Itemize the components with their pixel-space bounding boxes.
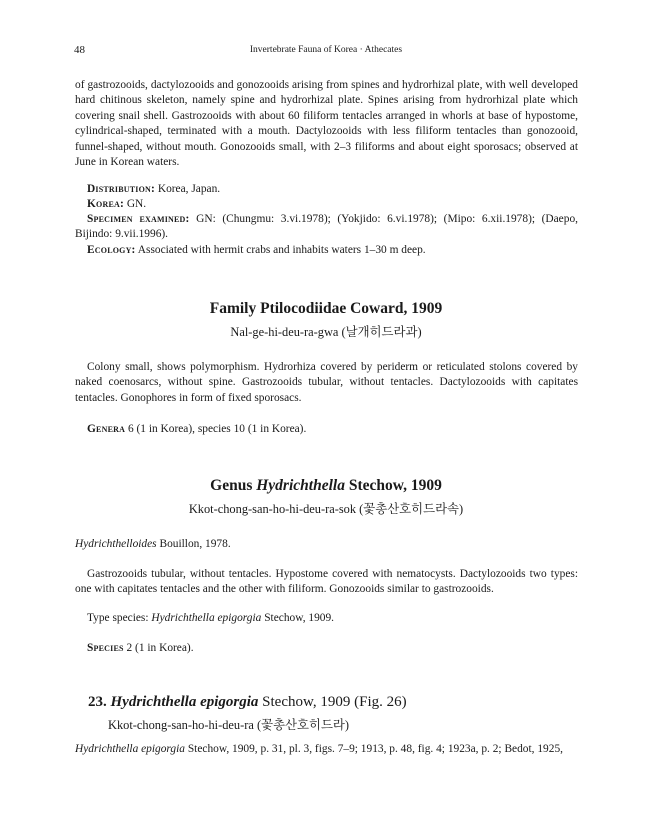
species-count-line: [87, 641, 578, 656]
ecology-line: [87, 243, 578, 258]
species-count-label: Species: [87, 642, 124, 654]
family-romanized: Nal-ge-hi-deu-ra-gwa (날개히드라과): [230, 325, 422, 339]
type-label: Type species:: [87, 612, 152, 624]
genus-synonym: [75, 537, 578, 552]
korea-text: GN.: [126, 198, 147, 210]
species-name: Hydrichthella epigorgia: [110, 694, 259, 710]
specimen-line: [75, 212, 578, 243]
family-description: Colony small, shows polymorphism. Hydrorhiza covered by periderm or reticulated stolons covered by naked coenosarcs, without spine. Gastrozooids tubular, without tentacles. Dactylozooids with capitates tentacles. Gonophores in form of fixed sporosacs.: [75, 361, 578, 404]
korea-line: [87, 197, 578, 212]
specimen-text: GN: (Chungmu: 3.vi.1978); (Yokjido: 6.vi.1978); (Mipo: 6.xii.1978); (Daepo, Bijindo: 9.vii.1996).: [75, 213, 578, 241]
species-author: Stechow, 1909 (Fig. 26): [258, 694, 407, 710]
genus-title-suffix: Stechow, 1909: [344, 477, 442, 494]
genus-title-name: Hydrichthella: [256, 477, 345, 494]
distribution-label: Distribution:: [87, 183, 155, 195]
type-species-line: [87, 611, 578, 626]
ecology-text: Associated with hermit crabs and inhabits waters 1–30 m deep.: [137, 244, 426, 256]
page-number: 48: [74, 44, 85, 56]
species-citation: [75, 742, 578, 757]
genus-title: [0, 477, 652, 495]
species-romanized: Kkot-chong-san-ho-hi-deu-ra (꽃총산호히드라): [108, 718, 350, 732]
species-count-text: 2 (1 in Korea).: [126, 642, 194, 654]
genus-romanized: Kkot-chong-san-ho-hi-deu-ra-sok (꽃총산호히드라속): [188, 502, 464, 516]
genera-text: 6 (1 in Korea), species 10 (1 in Korea).: [127, 423, 307, 435]
genus-description: Gastrozooids tubular, without tentacles. Hypostome covered with nematocysts. Dactylozooids two types: one with capitates tentacles and the other with filiform. Gonozooids similar to gastrozooids.: [75, 568, 578, 596]
ecology-label: Ecology:: [87, 244, 136, 256]
running-head: [74, 44, 578, 58]
species-number: 23.: [88, 694, 107, 710]
citation-name: Hydrichthella epigorgia: [75, 743, 185, 755]
genera-label: Genera: [87, 423, 126, 435]
distribution-line: [87, 182, 578, 197]
family-title: Family Ptilocodiidae Coward, 1909: [209, 300, 443, 317]
type-author: Stechow, 1909.: [261, 612, 335, 624]
synonym-author: Bouillon, 1978.: [156, 538, 231, 550]
type-name: Hydrichthella epigorgia: [151, 612, 262, 624]
intro-paragraph: of gastrozooids, dactylozooids and gonozooids arising from spines and hydrorhizal plate, with well developed hard chitinous skeleton, namely spine and hydrorhizal plate. Spines arising from hydrorhizal plate which covering snail shell. Gastrozooids with about 60 filiform tentacles arranged in whorls at base of hypostome, cylindrical-shaped, terminated with a mouth. Dactylozooids with less filiform tentacles than gonozooid, funnel-shaped, without mouth. Gonozooids small, with 2–3 filiforms and about eight sporosacs; observed at June in Korean waters.: [75, 79, 578, 169]
distribution-text: Korea, Japan.: [157, 183, 221, 195]
synonym-name: Hydrichthelloides: [75, 538, 157, 550]
specimen-label: Specimen examined:: [87, 213, 190, 225]
korea-label: Korea:: [87, 198, 124, 210]
genus-title-prefix: Genus: [210, 477, 257, 494]
species-title: [88, 694, 407, 711]
citation-text: Stechow, 1909, p. 31, pl. 3, figs. 7–9; 1913, p. 48, fig. 4; 1923a, p. 2; Bedot, 1925,: [185, 743, 563, 755]
running-title: Invertebrate Fauna of Korea · Athecates: [249, 45, 403, 55]
genera-line: [87, 422, 578, 437]
